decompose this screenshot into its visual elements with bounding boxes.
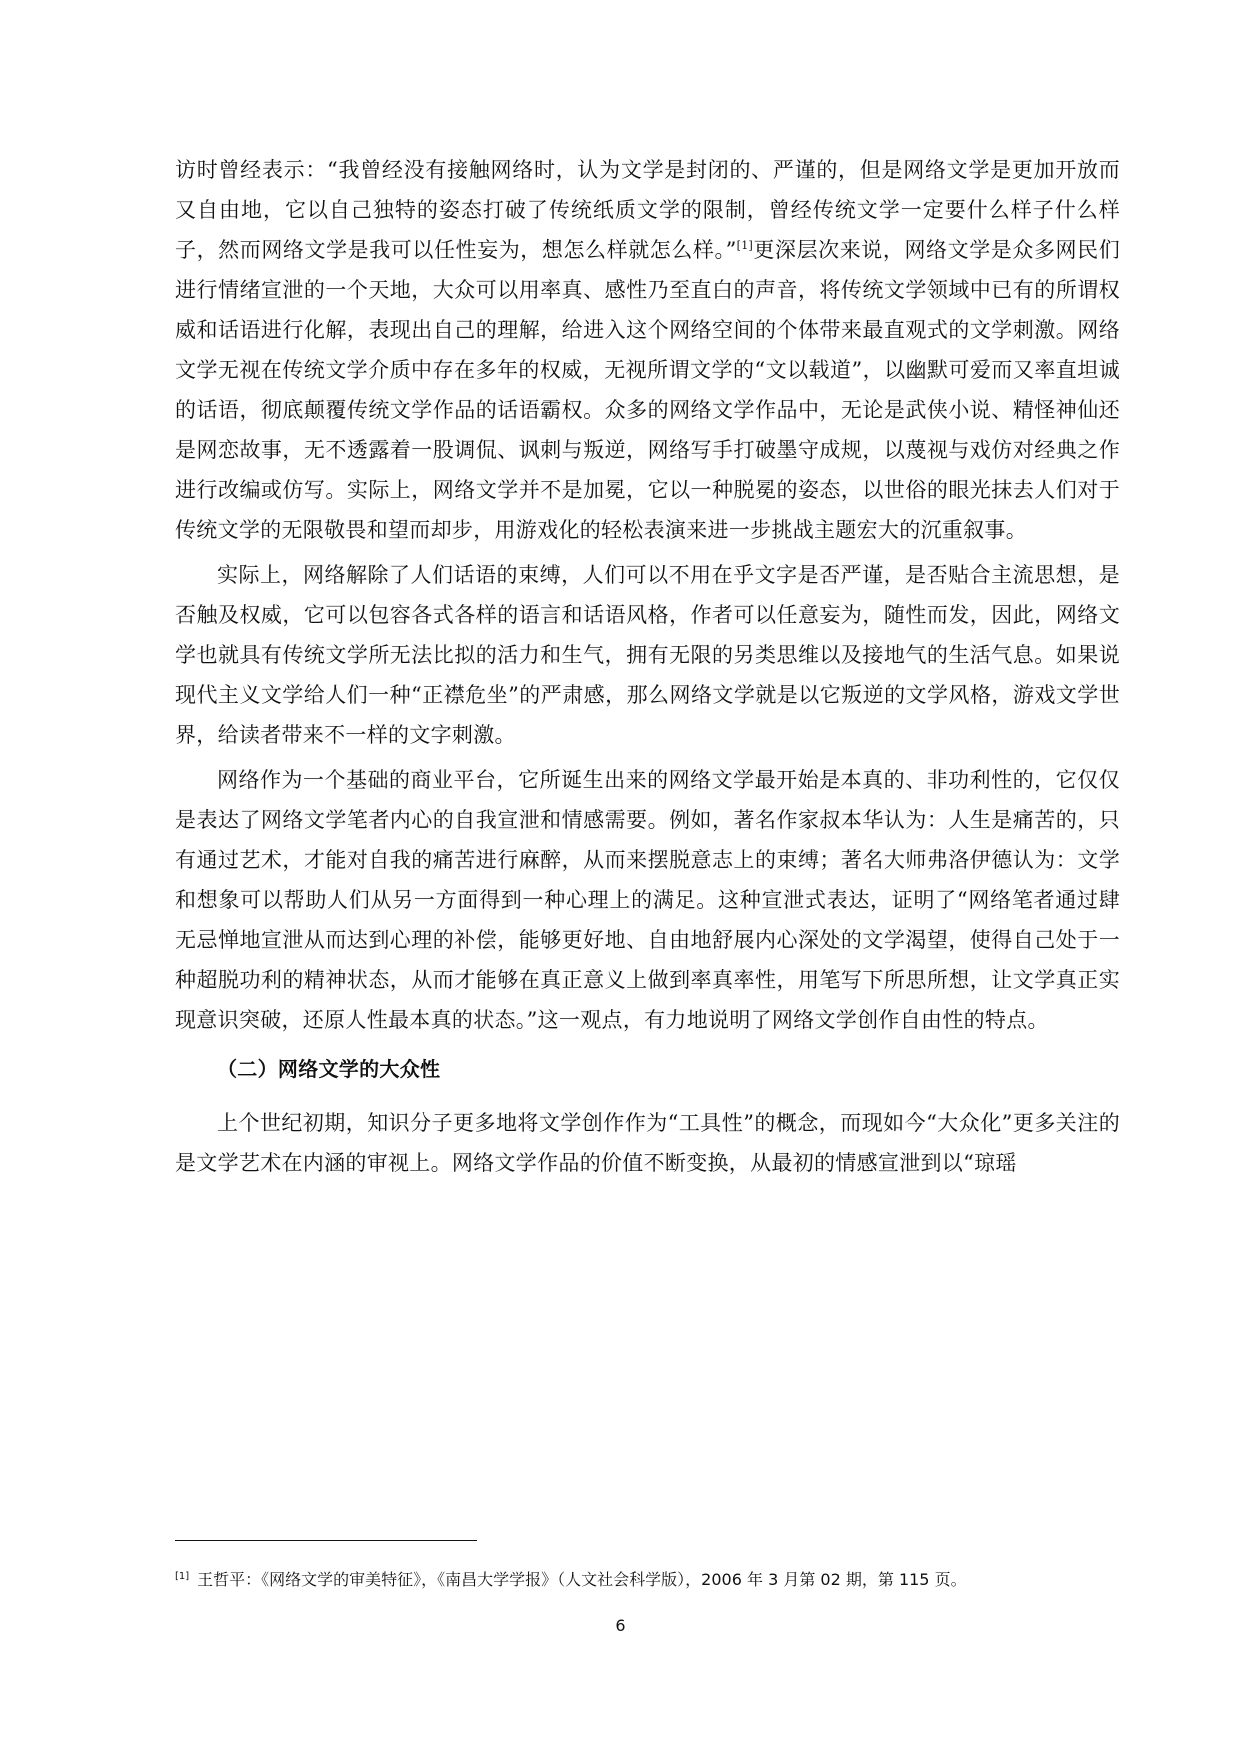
section-heading: （二）网络文学的大众性 xyxy=(217,1057,441,1081)
footnote-reference[interactable]: [1] xyxy=(736,239,754,252)
footnote-text: 王哲平：《网络文学的审美特征》，《南昌大学学报》（人文社会科学版），2006 年 3 月第 02 期，第 115 页。 xyxy=(197,1570,967,1589)
footnote-marker: [1] xyxy=(175,1570,190,1582)
page-number: 6 xyxy=(615,1616,626,1635)
paragraph-1-text-b: 更深层次来说，网络文学是众多网民们进行情绪宣泄的一个天地，大众可以用率真、感性乃至直白的声音，将传统文学领域中已有的所谓权威和话语进行化解，表现出自己的理解，给进入这个网络空间的个体带来最直观式的文学刺激。网络文学无视在传统文学介质中存在多年的权威，无视所谓文学的“文以载道”，以幽默可爱而又率直坦诚的话语，彻底颠覆传统文学作品的话语霸权。众多的网络文学作品中，无论是武侠小说、精怪神仙还是网恋故事，无不透露着一股调侃、讽刺与叛逆，网络写手打破墨守成规，以蔑视与戏仿对经典之作进行改编或仿写。实际上，网络文学并不是加冕，它以一种脱冕的姿态，以世俗的眼光抹去人们对于传统文学的无限敬畏和望而却步，用游戏化的轻松表演来进一步挑战主题宏大的沉重叙事。 xyxy=(175,238,1120,542)
paragraph-3: 网络作为一个基础的商业平台，它所诞生出来的网络文学最开始是本真的、非功利性的，它仅仅是表达了网络文学笔者内心的自我宣泄和情感需要。例如，著名作家叔本华认为：人生是痛苦的，只有通过艺术，才能对自我的痛苦进行麻醉，从而来摆脱意志上的束缚；著名大师弗洛伊德认为：文学和想象可以帮助人们从另一方面得到一种心理上的满足。这种宣泄式表达，证明了“网络笔者通过肆无忌惮地宣泄从而达到心理的补偿，能够更好地、自由地舒展内心深处的文学渴望，使得自己处于一种超脱功利的精神状态，从而才能够在真正意义上做到率真率性，用笔写下所思所想，让文学真正实现意识突破，还原人性最本真的状态。”这一观点，有力地说明了网络文学创作自由性的特点。 xyxy=(175,768,1120,1032)
paragraph-4: 上个世纪初期，知识分子更多地将文学创作作为“工具性”的概念，而现如今“大众化”更多关注的是文学艺术在内涵的审视上。网络文学作品的价值不断变换，从最初的情感宣泄到以“琼瑶 xyxy=(175,1111,1120,1175)
paragraph-1 xyxy=(175,150,1120,550)
footnote-divider xyxy=(175,1540,477,1541)
paragraph-1-text-a: 访时曾经表示：“我曾经没有接触网络时，认为文学是封闭的、严谨的，但是网络文学是更加开放而又自由地，它以自己独特的姿态打破了传统纸质文学的限制，曾经传统文学一定要什么样子什么样子，然而网络文学是我可以任性妄为，想怎么样就怎么样。” xyxy=(175,158,1120,262)
footnote xyxy=(175,1568,1120,1592)
body-text xyxy=(175,150,1120,1188)
paragraph-2: 实际上，网络解除了人们话语的束缚，人们可以不用在乎文字是否严谨，是否贴合主流思想，是否触及权威，它可以包容各式各样的语言和话语风格，作者可以任意妄为，随性而发，因此，网络文学也就具有传统文学所无法比拟的活力和生气，拥有无限的另类思维以及接地气的生活气息。如果说现代主义文学给人们一种“正襟危坐”的严肃感，那么网络文学就是以它叛逆的文学风格，游戏文学世界，给读者带来不一样的文字刺激。 xyxy=(175,563,1120,747)
